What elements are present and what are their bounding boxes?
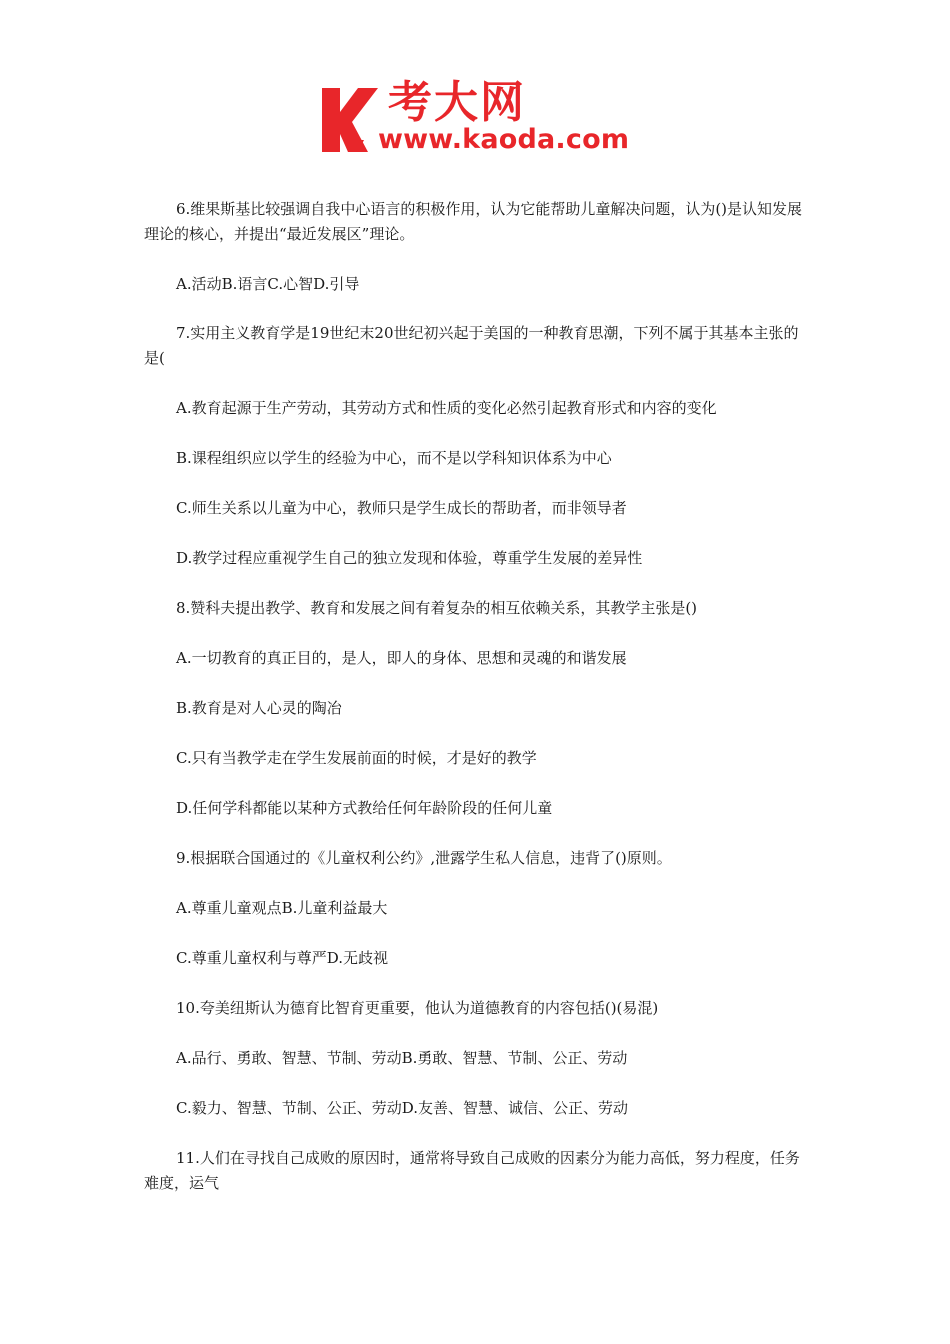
question-9-options-ab: A.尊重儿童观点B.儿童利益最大 [176, 899, 388, 917]
question-7-option-c: C.师生关系以儿童为中心，教师只是学生成长的帮助者，而非领导者 [176, 499, 627, 517]
question-7-option-b: B.课程组织应以学生的经验为中心，而不是以学科知识体系为中心 [176, 449, 612, 467]
question-9-options-cd: C.尊重儿童权利与尊严D.无歧视 [176, 949, 388, 967]
question-6-options: A.活动B.语言C.心智D.引导 [176, 275, 360, 293]
question-8-option-a: A.一切教育的真正目的，是人，即人的身体、思想和灵魂的和谐发展 [176, 649, 627, 667]
question-8-option-c: C.只有当教学走在学生发展前面的时候，才是好的教学 [176, 749, 537, 767]
question-10-options-ab: A.品行、勇敢、智慧、节制、劳动B.勇敢、智慧、节制、公正、劳动 [176, 1049, 628, 1067]
logo-brand-text: 考大网 [388, 77, 526, 128]
question-11: 11.人们在寻找自己成败的原因时，通常将导致自己成败的因素分为能力高低，努力程度，任务难度，运气 [144, 1149, 800, 1192]
question-8-option-d: D.任何学科都能以某种方式教给任何年龄阶段的任何儿童 [176, 799, 553, 817]
logo-url-text: www.kaoda.com [378, 124, 630, 155]
question-8: 8.赞科夫提出教学、教育和发展之间有着复杂的相互依赖关系，其教学主张是() [176, 599, 698, 617]
question-7: 7.实用主义教育学是19世纪末20世纪初兴起于美国的一种教育思潮，下列不属于其基本主张的是( [144, 324, 799, 367]
question-10: 10.夸美纽斯认为德育比智育更重要，他认为道德教育的内容包括()(易混) [176, 999, 659, 1017]
k-logo-icon [318, 82, 380, 156]
document-body [144, 197, 808, 1196]
question-7-option-a: A.教育起源于生产劳动，其劳动方式和性质的变化必然引起教育形式和内容的变化 [176, 399, 717, 417]
question-6: 6.维果斯基比较强调自我中心语言的积极作用，认为它能帮助儿童解决问题，认为()是认知发展理论的核心，并提出“最近发展区”理论。 [144, 200, 803, 243]
question-9: 9.根据联合国通过的《儿童权利公约》,泄露学生私人信息，违背了()原则。 [176, 849, 672, 867]
kaoda-logo [318, 78, 638, 158]
question-8-option-b: B.教育是对人心灵的陶冶 [176, 699, 342, 717]
question-7-option-d: D.教学过程应重视学生自己的独立发现和体验，尊重学生发展的差异性 [176, 549, 643, 567]
question-10-options-cd: C.毅力、智慧、节制、公正、劳动D.友善、智慧、诚信、公正、劳动 [176, 1099, 628, 1117]
